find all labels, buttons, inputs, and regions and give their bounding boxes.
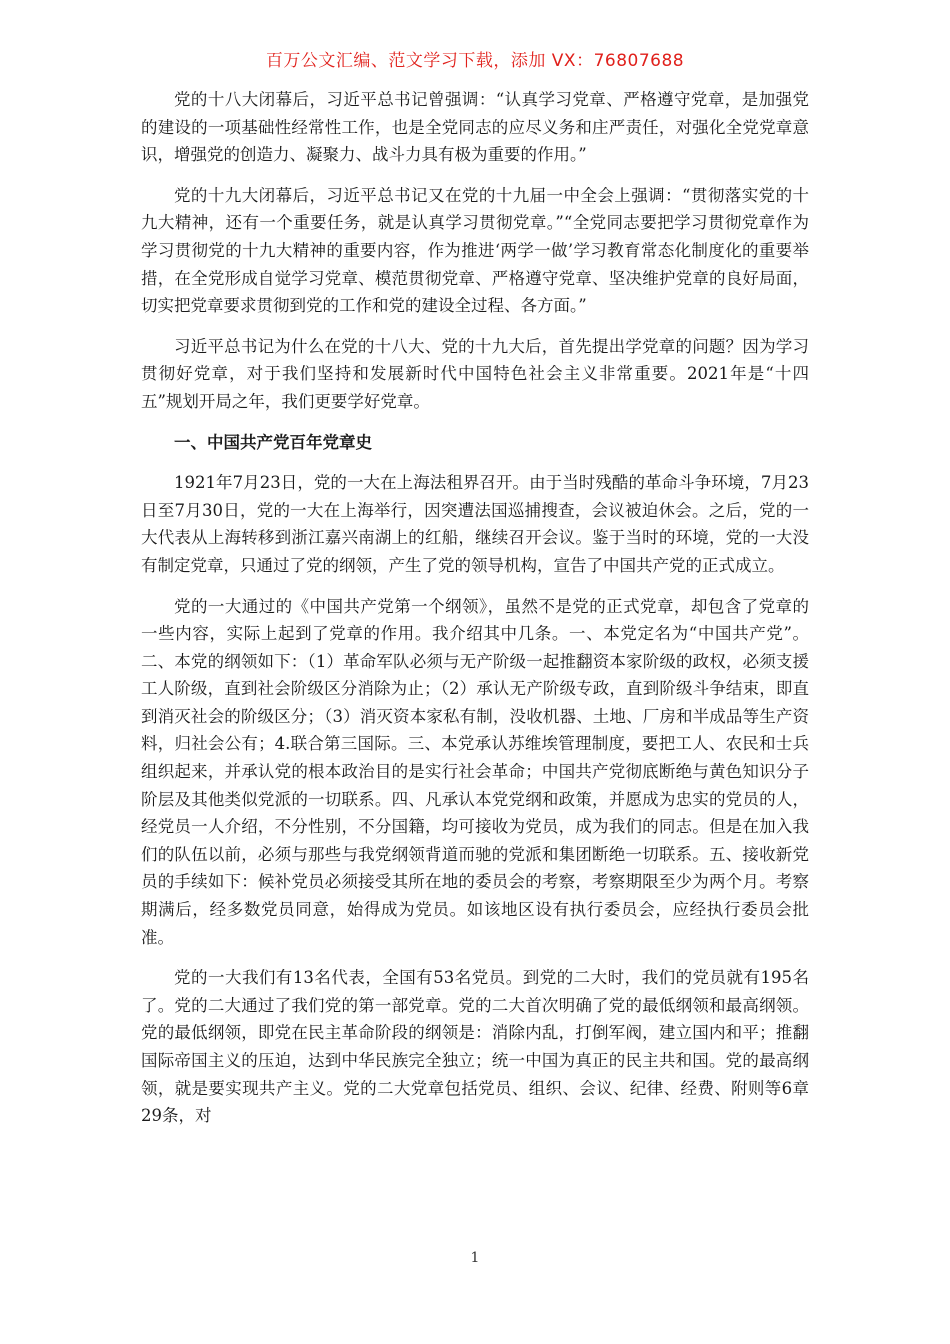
- page-number: 1: [470, 1250, 480, 1266]
- paragraph-2: 党的十九大闭幕后，习近平总书记又在党的十九届一中全会上强调：“贯彻落实党的十九大精神，还有一个重要任务，就是认真学习贯彻党章。”“全党同志要把学习贯彻党章作为学习贯彻党的十九大精神的重要内容，作为推进‘两学一做’学习教育常态化制度化的重要举措，在全党形成自觉学习党章、模范贯彻党章、严格遵守党章、坚决维护党章的良好局面，切实把党章要求贯彻到党的工作和党的建设全过程、各方面。”: [141, 185, 809, 316]
- header-banner: 百万公文汇编、范文学习下载，添加 VX：76807688: [265, 51, 685, 71]
- section-paragraph-2: 党的一大通过的《中国共产党第一个纲领》，虽然不是党的正式党章，却包含了党章的一些内容，实际上起到了党章的作用。我介绍其中几条。一、本党定名为“中国共产党”。二、本党的纲领如下：（1）革命军队必须与无产阶级一起推翻资本家阶级的政权，必须支援工人阶级，直到社会阶级区分消除为止；（2）承认无产阶级专政，直到阶级斗争结束，即直到消灭社会的阶级区分；（3）消灭资本家私有制，没收机器、土地、厂房和半成品等生产资料，归社会公有；4.联合第三国际。三、本党承认苏维埃管理制度，要把工人、农民和士兵组织起来，并承认党的根本政治目的是实行社会革命；中国共产党彻底断绝与黄色知识分子阶层及其他类似党派的一切联系。四、凡承认本党党纲和政策，并愿成为忠实的党员的人，经党员一人介绍，不分性别，不分国籍，均可接收为党员，成为我们的同志。但是在加入我们的队伍以前，必须与那些与我党纲领背道而驰的党派和集团断绝一切联系。五、接收新党员的手续如下：候补党员必须接受其所在地的委员会的考察，考察期限至少为两个月。考察期满后，经多数党员同意，始得成为党员。如该地区设有执行委员会，应经执行委员会批准。: [141, 596, 809, 947]
- section-heading: 一、中国共产党百年党章史: [174, 432, 372, 452]
- paragraph-3: 习近平总书记为什么在党的十八大、党的十九大后，首先提出学党章的问题？因为学习贯彻好党章，对于我们坚持和发展新时代中国特色社会主义非常重要。2021年是“十四五”规划开局之年，我们更要学好党章。: [141, 336, 809, 411]
- section-paragraph-1: 1921年7月23日，党的一大在上海法租界召开。由于当时残酷的革命斗争环境，7月23日至7月30日，党的一大在上海举行，因突遭法国巡捕搜查，会议被迫休会。之后，党的一大代表从上海转移到浙江嘉兴南湖上的红船，继续召开会议。鉴于当时的环境，党的一大没有制定党章，只通过了党的纲领，产生了党的领导机构，宣告了中国共产党的正式成立。: [141, 473, 809, 575]
- document-body: [141, 86, 809, 1143]
- paragraph-1: 党的十八大闭幕后，习近平总书记曾强调：“认真学习党章、严格遵守党章，是加强党的建设的一项基础性经常性工作，也是全党同志的应尽义务和庄严责任，对强化全党党章意识，增强党的创造力、凝聚力、战斗力具有极为重要的作用。”: [141, 90, 809, 165]
- section-paragraph-3: 党的一大我们有13名代表，全国有53名党员。到党的二大时，我们的党员就有195名了。党的二大通过了我们党的第一部党章。党的二大首次明确了党的最低纲领和最高纲领。党的最低纲领，即党在民主革命阶段的纲领是：消除内乱，打倒军阀，建立国内和平；推翻国际帝国主义的压迫，达到中华民族完全独立；统一中国为真正的民主共和国。党的最高纲领，就是要实现共产主义。党的二大党章包括党员、组织、会议、纪律、经费、附则等6章29条，对: [141, 968, 809, 1126]
